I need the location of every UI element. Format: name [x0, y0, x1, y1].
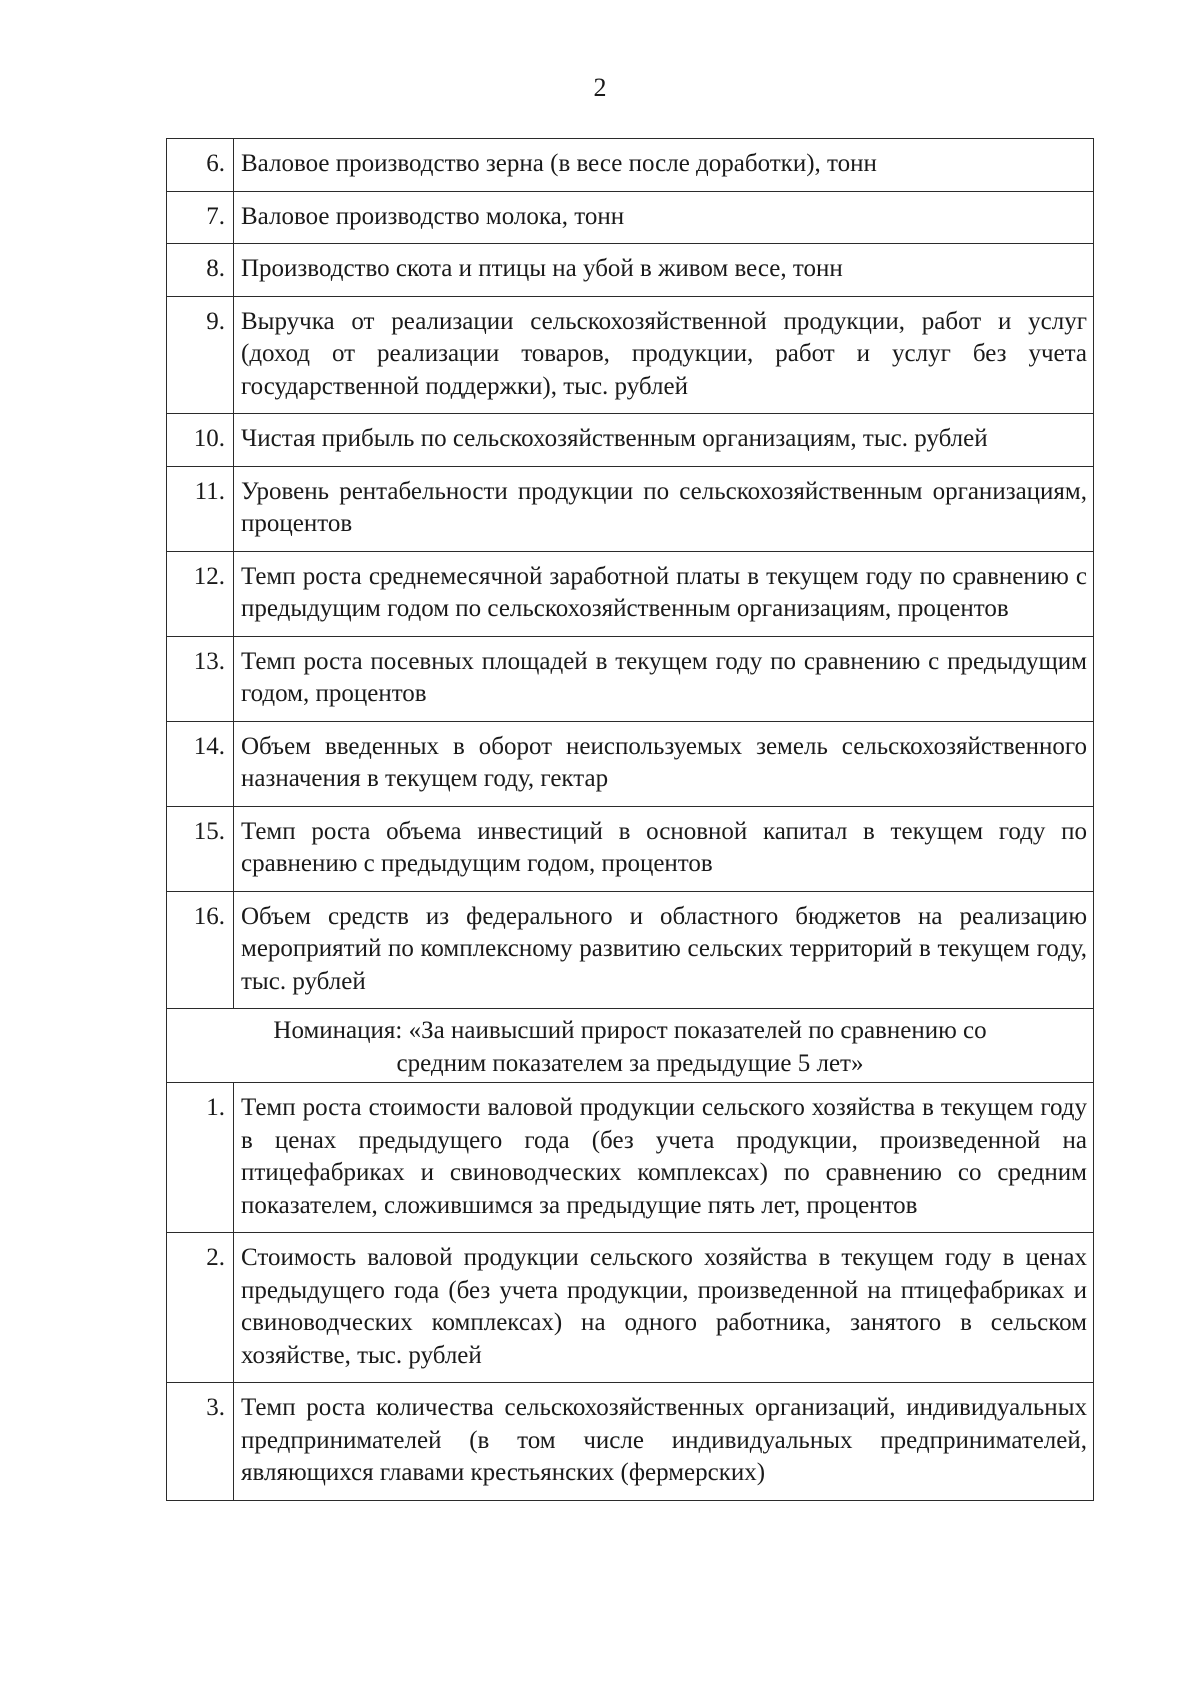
- row-number: 8.: [167, 244, 234, 297]
- row-number: 12.: [167, 551, 234, 636]
- table-row: [167, 551, 1094, 636]
- row-text: Чистая прибыль по сельскохозяйственным организациям, тыс. рублей: [234, 414, 1094, 467]
- row-text: Валовое производство молока, тонн: [234, 191, 1094, 244]
- table-row: [167, 414, 1094, 467]
- row-number: 15.: [167, 806, 234, 891]
- table-row: [167, 721, 1094, 806]
- row-number: 1.: [167, 1083, 234, 1233]
- table-row: [167, 244, 1094, 297]
- row-text: Объем средств из федерального и областного бюджетов на реализацию мероприятий по комплексному развитию сельских территорий в текущем году, тыс. рублей: [234, 891, 1094, 1009]
- row-number: 6.: [167, 139, 234, 192]
- row-number: 14.: [167, 721, 234, 806]
- table-row: [167, 636, 1094, 721]
- row-number: 13.: [167, 636, 234, 721]
- row-text: Темп роста количества сельскохозяйственных организаций, индивидуальных предпринимателей (в том числе индивидуальных предпринимателей, являющихся главами крестьянских (фермерских): [234, 1383, 1094, 1501]
- table-row: [167, 1383, 1094, 1501]
- row-text: Темп роста стоимости валовой продукции сельского хозяйства в текущем году в ценах предыдущего года (без учета продукции, произведенной на птицефабриках и свиноводческих комплексах) по сравнению со средним показателем, сложившимся за предыдущие пять лет, процентов: [234, 1083, 1094, 1233]
- nomination-line: средним показателем за предыдущие 5 лет»: [396, 1049, 864, 1077]
- row-number: 16.: [167, 891, 234, 1009]
- row-number: 2.: [167, 1233, 234, 1383]
- row-number: 7.: [167, 191, 234, 244]
- table-row: [167, 139, 1094, 192]
- row-text: Темп роста среднемесячной заработной платы в текущем году по сравнению с предыдущим годом по сельскохозяйственным организациям, процентов: [234, 551, 1094, 636]
- row-number: 11.: [167, 466, 234, 551]
- row-text: Валовое производство зерна (в весе после доработки), тонн: [234, 139, 1094, 192]
- row-number: 10.: [167, 414, 234, 467]
- row-text: Производство скота и птицы на убой в живом весе, тонн: [234, 244, 1094, 297]
- table-row: [167, 466, 1094, 551]
- nomination-line: Номинация: «За наивысший прирост показателей по сравнению со: [273, 1017, 987, 1044]
- row-text: Уровень рентабельности продукции по сельскохозяйственным организациям, процентов: [234, 466, 1094, 551]
- table-row: [167, 191, 1094, 244]
- row-number: 3.: [167, 1383, 234, 1501]
- table-row: [167, 1233, 1094, 1383]
- nomination-heading: [167, 1009, 1094, 1083]
- indicators-table: [166, 138, 1094, 1501]
- row-text: Объем введенных в оборот неиспользуемых земель сельскохозяйственного назначения в текущем году, гектар: [234, 721, 1094, 806]
- page-number: 2: [593, 73, 607, 102]
- table-row: [167, 891, 1094, 1009]
- row-text: Темп роста объема инвестиций в основной капитал в текущем году по сравнению с предыдущим годом, процентов: [234, 806, 1094, 891]
- row-text: Выручка от реализации сельскохозяйственной продукции, работ и услуг (доход от реализации товаров, продукции, работ и услуг без учета государственной поддержки), тыс. рублей: [234, 296, 1094, 414]
- nomination-row: [167, 1009, 1094, 1083]
- row-number: 9.: [167, 296, 234, 414]
- table-row: [167, 806, 1094, 891]
- row-text: Темп роста посевных площадей в текущем году по сравнению с предыдущим годом, процентов: [234, 636, 1094, 721]
- table-row: [167, 296, 1094, 414]
- row-text: Стоимость валовой продукции сельского хозяйства в текущем году в ценах предыдущего года (без учета продукции, произведенной на птицефабриках и свиноводческих комплексах) на одного работника, занятого в сельском хозяйстве, тыс. рублей: [234, 1233, 1094, 1383]
- table-row: [167, 1083, 1094, 1233]
